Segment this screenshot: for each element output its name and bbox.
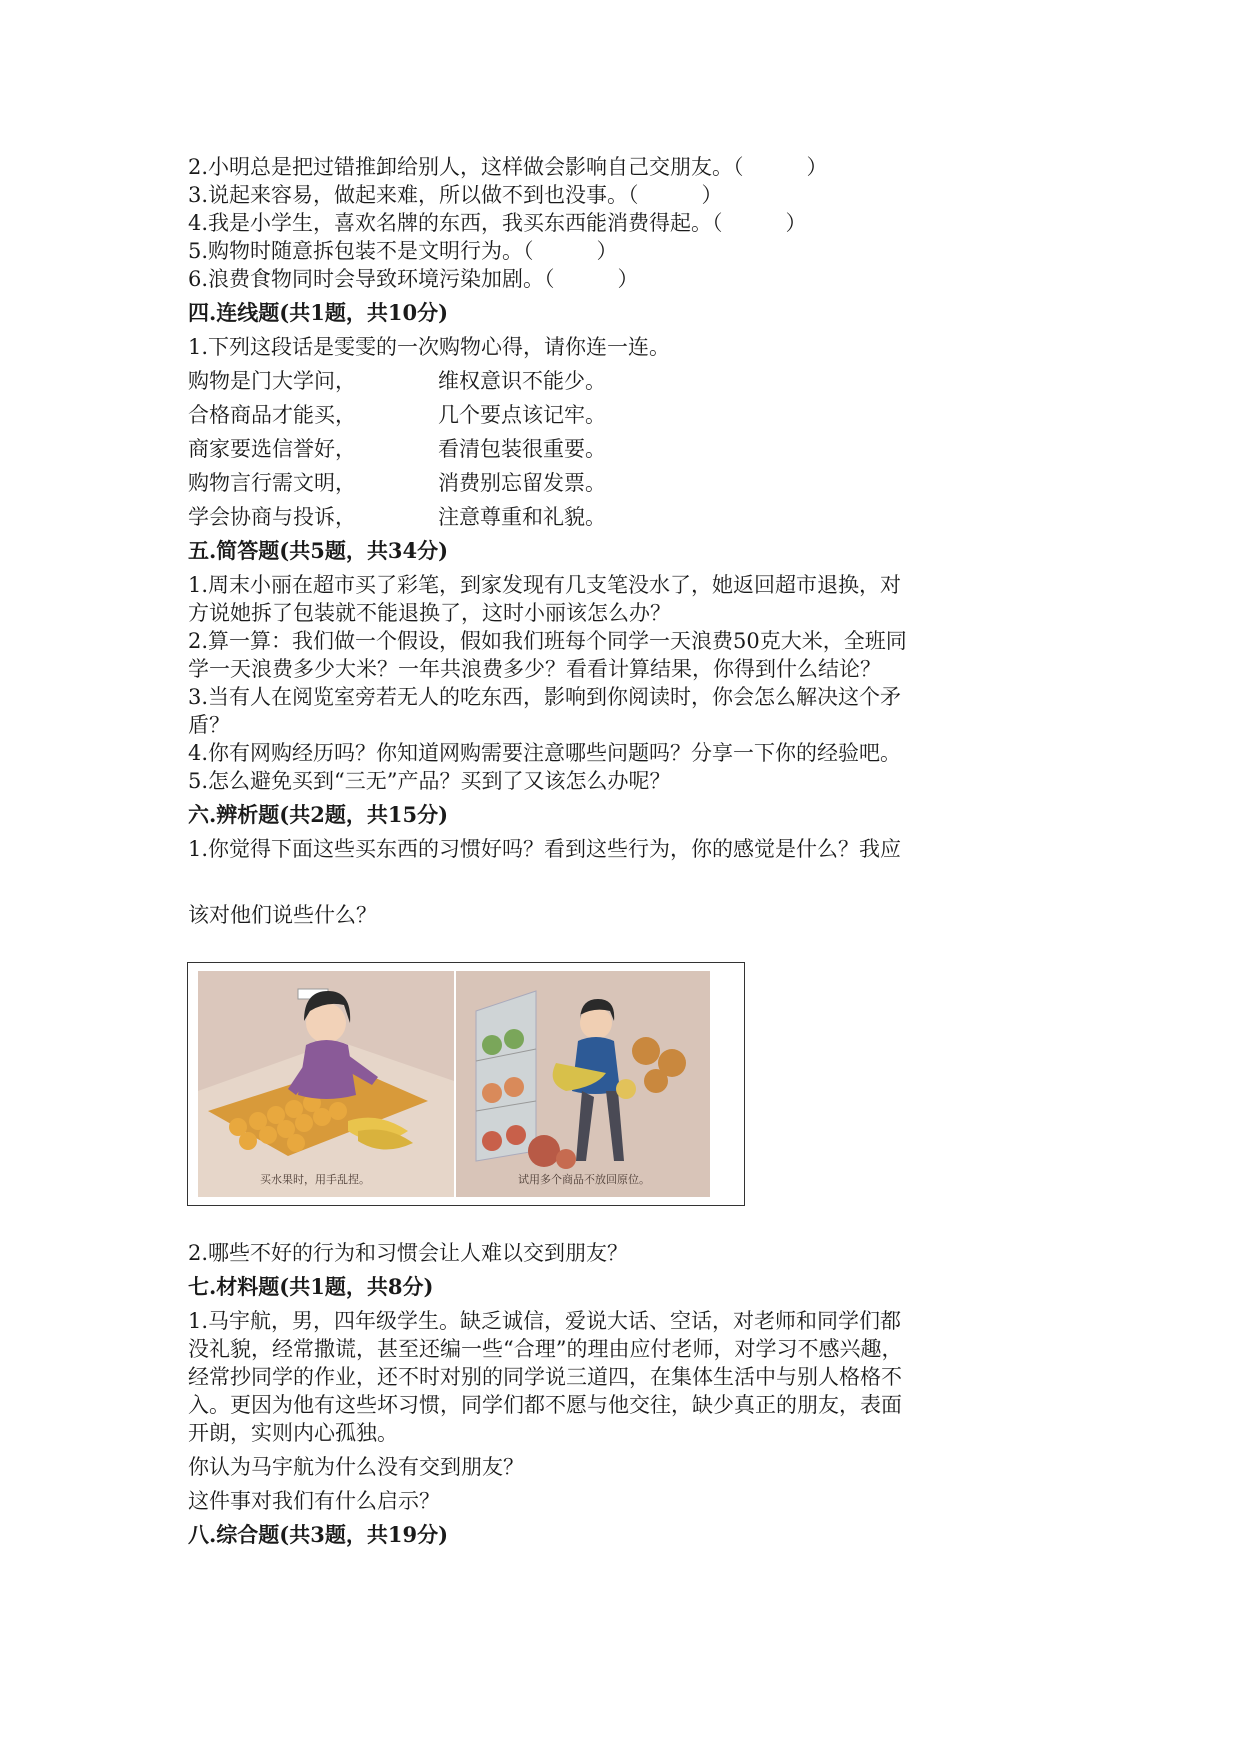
short-answer-line: 1.周末小丽在超市买了彩笔，到家发现有几支笔没水了，她返回超市退换，对 bbox=[188, 573, 902, 597]
matching-right-2: 几个要点该记牢。 bbox=[438, 403, 606, 427]
section-heading-comprehensive: 八.综合题(共3题，共19分) bbox=[188, 1522, 449, 1547]
material-line: 入。更因为他有这些坏习惯，同学们都不愿与他交往，缺少真正的朋友，表面 bbox=[188, 1393, 902, 1417]
matching-right-3: 看清包装很重要。 bbox=[438, 437, 606, 461]
matching-left-4: 购物言行需文明， bbox=[188, 471, 356, 495]
short-answer-line: 学一天浪费多少大米？一年共浪费多少？看看计算结果，你得到什么结论？ bbox=[188, 657, 881, 681]
judgement-item-2: 2.小明总是把过错推卸给别人，这样做会影响自己交朋友。（ ） bbox=[188, 155, 828, 179]
section-heading-analysis: 六.辨析题(共2题，共15分) bbox=[188, 802, 449, 827]
short-answer-line: 4.你有网购经历吗？你知道网购需要注意哪些问题吗？分享一下你的经验吧。 bbox=[188, 741, 902, 765]
judgement-item-4: 4.我是小学生，喜欢名牌的东西，我买东西能消费得起。（ ） bbox=[188, 211, 807, 235]
analysis-question-2: 2.哪些不好的行为和习惯会让人难以交到朋友？ bbox=[188, 1241, 629, 1265]
short-answer-line: 3.当有人在阅览室旁若无人的吃东西，影响到你阅读时，你会怎么解决这个矛 bbox=[188, 685, 902, 709]
matching-right-5: 注意尊重和礼貌。 bbox=[438, 505, 606, 529]
caption-right: 试用多个商品不放回原位。 bbox=[518, 1173, 650, 1186]
short-answer-line: 盾？ bbox=[188, 713, 230, 737]
section-heading-matching: 四.连线题(共1题，共10分) bbox=[188, 300, 449, 325]
matching-left-5: 学会协商与投诉， bbox=[188, 505, 356, 529]
girl-at-fruit-stand-illustration bbox=[198, 971, 454, 1197]
matching-left-1: 购物是门大学问， bbox=[188, 369, 356, 393]
caption-left: 买水果时，用手乱捏。 bbox=[260, 1173, 370, 1186]
shopping-habits-figure bbox=[187, 962, 745, 1206]
illustration-not-returning-items bbox=[456, 971, 710, 1197]
section-heading-short-answer: 五.简答题(共5题，共34分) bbox=[188, 538, 449, 563]
short-answer-line: 方说她拆了包装就不能退换了，这时小丽该怎么办？ bbox=[188, 601, 671, 625]
judgement-item-5: 5.购物时随意拆包装不是文明行为。（ ） bbox=[188, 239, 618, 263]
material-line: 经常抄同学的作业，还不时对别的同学说三道四，在集体生活中与别人格格不 bbox=[188, 1365, 902, 1389]
material-line: 没礼貌，经常撒谎，甚至还编一些“合理”的理由应付老师，对学习不感兴趣， bbox=[188, 1337, 903, 1361]
material-question-a: 你认为马宇航为什么没有交到朋友？ bbox=[188, 1455, 524, 1479]
matching-left-2: 合格商品才能买， bbox=[188, 403, 356, 427]
section-heading-material: 七.材料题(共1题，共8分) bbox=[188, 1274, 434, 1299]
matching-right-1: 维权意识不能少。 bbox=[438, 369, 606, 393]
material-line: 1.马宇航，男，四年级学生。缺乏诚信，爱说大话、空话，对老师和同学们都 bbox=[188, 1309, 902, 1333]
matching-right-4: 消费别忘留发票。 bbox=[438, 471, 606, 495]
boy-at-shelf-illustration bbox=[456, 971, 710, 1197]
analysis-question-1: 1.你觉得下面这些买东西的习惯好吗？看到这些行为，你的感觉是什么？我应 bbox=[188, 837, 902, 861]
short-answer-line: 2.算一算：我们做一个假设，假如我们班每个同学一天浪费50克大米，全班同 bbox=[188, 629, 907, 653]
analysis-question-1-cont: 该对他们说些什么？ bbox=[188, 903, 377, 927]
matching-question: 1.下列这段话是雯雯的一次购物心得，请你连一连。 bbox=[188, 335, 671, 359]
material-line: 开朗，实则内心孤独。 bbox=[188, 1421, 398, 1445]
judgement-item-6: 6.浪费食物同时会导致环境污染加剧。（ ） bbox=[188, 267, 639, 291]
judgement-item-3: 3.说起来容易，做起来难，所以做不到也没事。（ ） bbox=[188, 183, 723, 207]
matching-left-3: 商家要选信誉好， bbox=[188, 437, 356, 461]
short-answer-line: 5.怎么避免买到“三无”产品？买到了又该怎么办呢？ bbox=[188, 769, 671, 793]
illustration-fruit-squeezing bbox=[198, 971, 454, 1197]
material-question-b: 这件事对我们有什么启示？ bbox=[188, 1489, 440, 1513]
